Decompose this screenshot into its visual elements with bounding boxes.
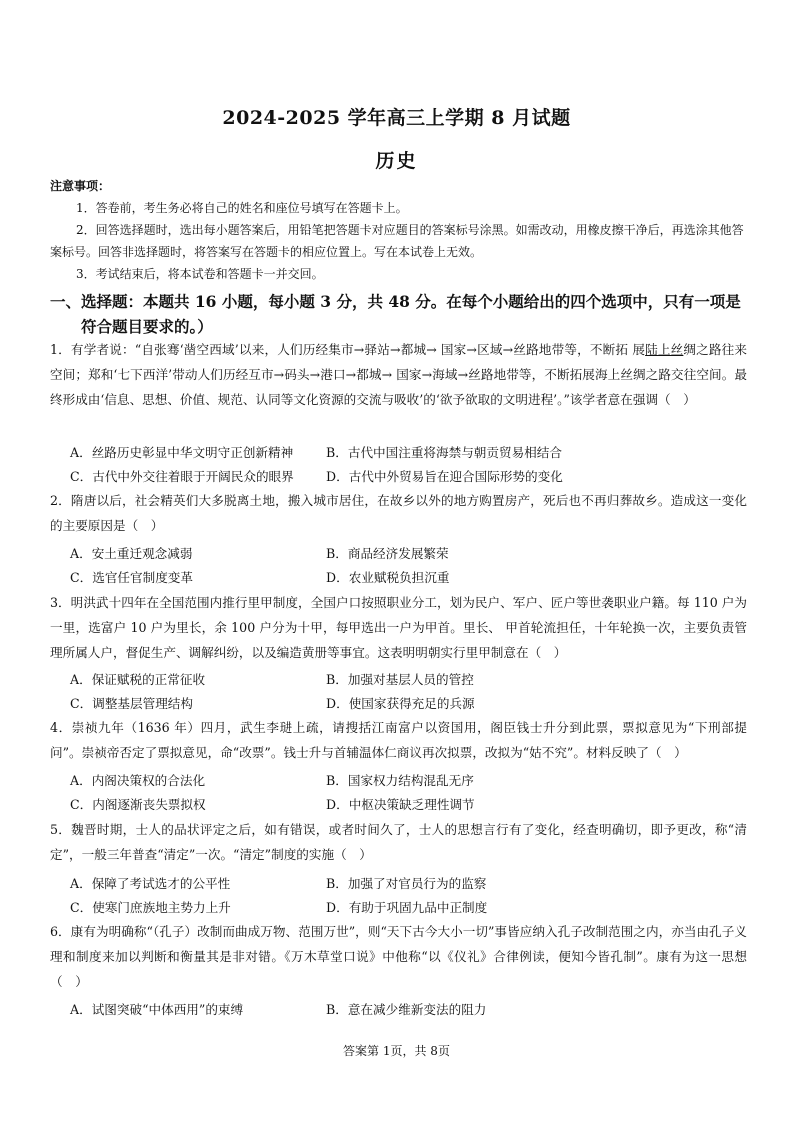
question-4-options [70, 767, 747, 815]
question-2-options [70, 540, 747, 588]
question-stem: 6．康有为明确称“（孔子）改制而曲成万物、范围万世”，则“天下古今大小一切”事皆应纳入孔子改制范围之内，亦当由孔子义理和制度来加以判断和衡量其是非对错。《万木草堂口说》中他称“以《仪礼》合律例读，便知今皆孔制”。康有为这一思想（ ） [50, 924, 747, 989]
question-3 [50, 591, 747, 665]
page-footer: 答案第 1页，共 8页 [343, 1044, 450, 1058]
question-3-options [70, 666, 747, 714]
subject-title: 历史 [375, 150, 418, 172]
question-1 [50, 338, 747, 412]
option-a: A．保障了考试选才的公平性 [70, 875, 231, 891]
question-5-options [70, 870, 747, 918]
exam-title: 2024-2025 学年高三上学期 8 月试题 [222, 107, 571, 129]
option-c: C．古代中外交往着眼于开阔民众的眼界 [70, 468, 294, 484]
question-6-options [70, 996, 747, 1020]
option-c: C．使寒门庶族地主势力上升 [70, 899, 231, 915]
question-stem: 4．崇祯九年（1636 年）四月，武生李琎上疏，请搜括江南富户以资国用，阁臣钱士升分到此票，票拟意见为“下刑部提问”。崇祯帝否定了票拟意见，命“改票”。钱士升与首辅温体仁商议再次拟票，改拟为“姑不究”。材料反映了（ ） [50, 720, 747, 760]
option-d: D．使国家获得充足的兵源 [326, 695, 475, 711]
question-1-options [70, 439, 747, 487]
notice-item: 1．答卷前，考生务必将自己的姓名和座位号填写在答题卡上。 [76, 201, 408, 215]
notice-item: 3．考试结束后，将本试卷和答题卡一并交回。 [76, 267, 324, 281]
question-4 [50, 716, 747, 766]
notice-item: 2．回答选择题时，选出每小题答案后，用铅笔把答题卡对应题目的答案标号涂黑。如需改动，用橡皮擦干净后，再选涂其他答案标号。回答非选择题时，将答案写在答题卡的相应位置上。写在本试卷上无效。 [50, 223, 744, 259]
option-b: B．加强了对官员行为的监察 [326, 875, 487, 891]
option-d: D．有助于巩固九品中正制度 [326, 899, 488, 915]
option-a: A．保证赋税的正常征收 [70, 671, 206, 687]
question-2 [50, 489, 747, 539]
section-line-2: 符合题目要求的。） [81, 317, 213, 336]
question-5 [50, 818, 747, 868]
option-b: B．加强对基层人员的管控 [326, 671, 474, 687]
option-a: A．内阁决策权的合法化 [70, 772, 206, 788]
question-stem: 5．魏晋时期，士人的品状评定之后，如有错误，或者时间久了，士人的思想言行有了变化，经查明确切，即予更改，称“清定”，一般三年普查“清定”一次。“清定”制度的实施（ ） [50, 822, 747, 862]
option-c: C．内阁逐渐丧失票拟权 [70, 796, 206, 812]
option-b: B．意在减少维新变法的阻力 [326, 1001, 487, 1017]
question-6 [50, 920, 747, 994]
underlined-text: 陆上丝 [645, 342, 684, 357]
option-d: D．古代中外贸易旨在迎合国际形势的变化 [326, 468, 563, 484]
option-c: C．调整基层管理结构 [70, 695, 193, 711]
option-d: D．中枢决策缺乏理性调节 [326, 796, 475, 812]
option-b: B．商品经济发展繁荣 [326, 545, 449, 561]
option-b: B．国家权力结构混乱无序 [326, 772, 474, 788]
option-a: A．试图突破“中体西用”的束缚 [70, 1001, 244, 1017]
question-stem: 3．明洪武十四年在全国范围内推行里甲制度，全国户口按照职业分工，划为民户、军户、匠户等世袭职业户籍。每 110 户为一里，选富户 10 户为里长，余 100 户分为十甲，每甲选出一户为甲首。里长、 甲首轮流担任，十年轮换一次，主要负责管理所属人户，督促生产、调解纠纷，以及编造黄册等事宜。这表明明朝实行里甲制意在（ ） [50, 595, 747, 660]
option-a: A．安土重迁观念减弱 [70, 545, 193, 561]
notice-list [50, 197, 747, 285]
question-stem: 1．有学者说：“自张骞‘凿空西域’以来，人们历经集市→驿站→都城→ 国家→区域→丝路地带等，不断拓 展陆上丝绸之路往来空间；郑和‘七下西洋’带动人们历经互市→码头→港口→都城→ 国家→海域→丝路地带等，不断拓展海上丝绸之路交往空间。最终形成由‘信息、思想、价值、规范、认同等文化资源的交流与吸收’的‘欲予欲取的文明进程’。”该学者意在强调（ ） [50, 342, 748, 407]
option-a: A．丝路历史彰显中华文明守正创新精神 [70, 444, 294, 460]
section-heading [50, 289, 750, 339]
option-b: B．古代中国注重将海禁与朝贡贸易相结合 [326, 444, 562, 460]
section-line-1: 一、选择题：本题共 16 小题，每小题 3 分，共 48 分。在每个小题给出的四个选项中，只有一项是 [50, 292, 741, 311]
option-d: D．农业赋税负担沉重 [326, 569, 450, 585]
option-c: C．选官任官制度变革 [70, 569, 193, 585]
question-stem: 2．隋唐以后，社会精英们大多脱离土地，搬入城市居住，在故乡以外的地方购置房产，死后也不再归葬故乡。造成这一变化的主要原因是（ ） [50, 493, 747, 533]
notice-heading: 注意事项： [50, 179, 111, 193]
